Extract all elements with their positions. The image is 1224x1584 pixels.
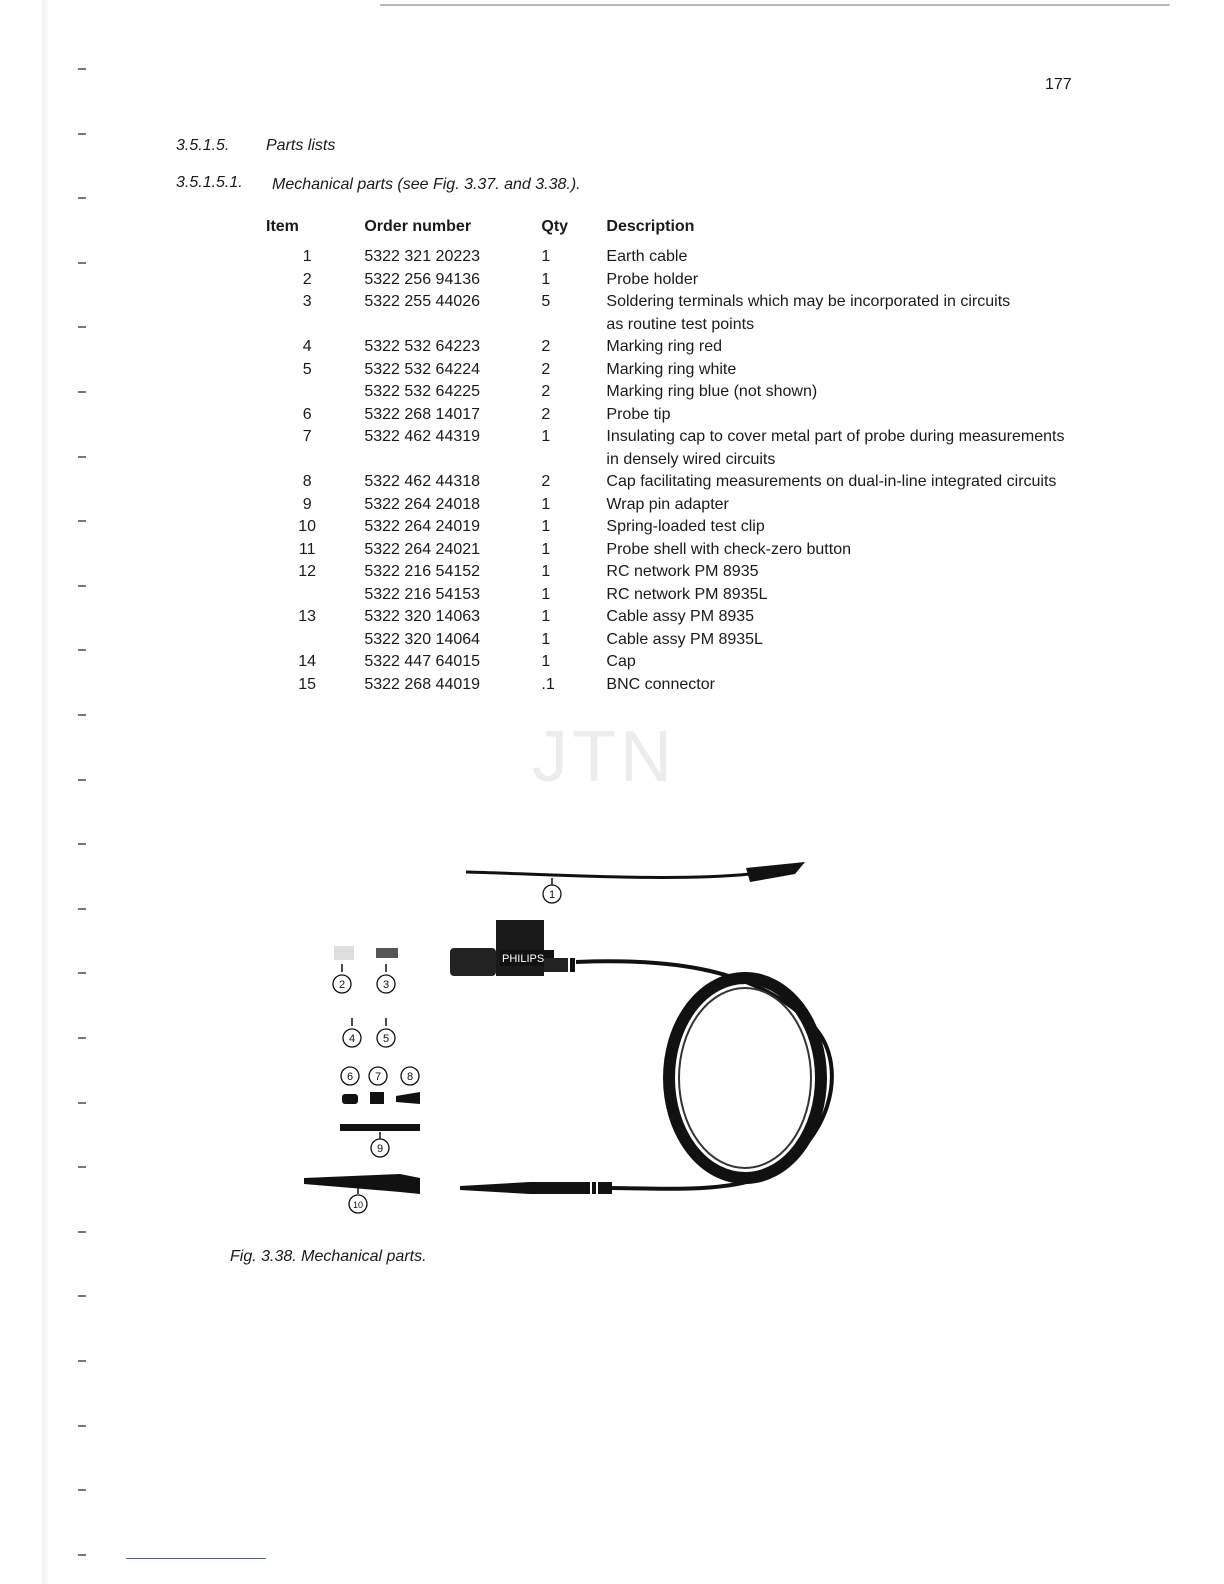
binding-mark <box>78 68 86 70</box>
cell-qty: 1 <box>541 608 551 625</box>
cell-description <box>606 404 1130 427</box>
cell-order-number: 5322 264 24018 <box>364 495 481 513</box>
cell-description <box>606 561 1130 584</box>
cell-order-number: 5322 532 64224 <box>364 360 481 378</box>
footnote-rule <box>126 1558 266 1559</box>
table-row <box>250 359 1130 382</box>
binding-mark <box>78 1037 86 1039</box>
table-row <box>250 291 1130 336</box>
binding-mark <box>78 1554 86 1556</box>
cell-item: 8 <box>302 473 312 490</box>
section-title: Parts lists <box>266 137 336 154</box>
cell-item <box>250 629 364 652</box>
binding-mark <box>78 520 86 522</box>
description-line-2: as routine test points <box>606 315 755 333</box>
binding-mark <box>78 779 86 781</box>
table-row <box>250 246 1130 269</box>
cell-item: 11 <box>298 540 316 558</box>
binding-mark <box>78 1231 86 1233</box>
cell-order-number: 5322 264 24019 <box>364 518 481 535</box>
cell-qty: 1 <box>541 630 551 648</box>
description-line: Insulating cap to cover metal part of probe during measurements <box>606 428 1065 445</box>
mechanical-parts-figure <box>290 848 850 1218</box>
cell-description <box>606 336 1130 359</box>
section-number: 3.5.1.5. <box>176 137 230 154</box>
description-line-2: in densely wired circuits <box>606 450 776 468</box>
description-line: Spring-loaded test clip <box>606 518 765 535</box>
cell-description <box>606 516 1130 539</box>
table-row <box>250 426 1130 471</box>
table-row <box>250 561 1130 584</box>
cell-order-number: 5322 320 14063 <box>364 608 481 625</box>
binding-mark <box>78 843 86 845</box>
description-line: Cable assy PM 8935L <box>606 630 763 648</box>
binding-mark <box>78 326 86 328</box>
cell-description <box>606 381 1130 404</box>
binding-mark <box>78 714 86 716</box>
cell-description <box>606 246 1130 269</box>
cell-qty: 1 <box>541 248 551 265</box>
table-row <box>250 651 1130 674</box>
cell-item: 2 <box>302 270 312 288</box>
binding-mark <box>78 908 86 910</box>
binding-mark <box>78 456 86 458</box>
cell-order-number: 5322 255 44026 <box>364 293 481 310</box>
cell-description <box>606 651 1130 674</box>
binding-mark <box>78 1360 86 1362</box>
cell-item: 5 <box>302 360 312 378</box>
description-line: Marking ring white <box>606 360 737 378</box>
soldering-terminals <box>376 948 398 958</box>
callout-label: 3 <box>382 979 390 991</box>
binding-mark <box>78 262 86 264</box>
table-row <box>250 584 1130 607</box>
cell-qty: 1 <box>541 653 551 670</box>
callout-label: 7 <box>374 1071 382 1083</box>
cell-qty: 1 <box>541 270 551 288</box>
description-line: Marking ring blue (not shown) <box>606 383 818 400</box>
table-row <box>250 381 1130 404</box>
bnc-connector <box>450 948 496 976</box>
description-line: Cap <box>606 653 636 670</box>
callout-label: 1 <box>548 889 556 901</box>
insulating-cap <box>370 1092 384 1104</box>
cell-qty: .1 <box>541 675 555 693</box>
probe-tip <box>342 1094 358 1104</box>
description-line: Probe holder <box>606 270 699 288</box>
cell-item: 4 <box>302 338 312 355</box>
description-line: Earth cable <box>606 248 688 265</box>
binding-mark <box>78 1295 86 1297</box>
callout-label: 2 <box>338 979 346 991</box>
callout-label: 5 <box>382 1033 390 1045</box>
binding-mark <box>78 1425 86 1427</box>
cell-order-number: 5322 216 54153 <box>364 585 481 603</box>
cell-order-number: 5322 462 44318 <box>364 473 481 490</box>
binding-mark <box>78 133 86 135</box>
cell-order-number: 5322 216 54152 <box>364 563 481 580</box>
page-number: 177 <box>1045 76 1072 93</box>
rc-network <box>496 920 544 976</box>
cell-item: 6 <box>302 405 312 423</box>
cell-item: 9 <box>302 495 312 513</box>
table-row <box>250 629 1130 652</box>
cell-description <box>606 269 1130 292</box>
binding-mark <box>78 585 86 587</box>
cell-qty: 2 <box>541 338 551 355</box>
cell-order-number: 5322 462 44319 <box>364 428 481 445</box>
table-header-row <box>250 218 1130 246</box>
cell-order-number: 5322 320 14064 <box>364 630 481 648</box>
parts-body <box>250 246 1130 696</box>
table-row <box>250 539 1130 562</box>
description-line: RC network PM 8935 <box>606 563 759 580</box>
cell-qty: 1 <box>541 540 551 558</box>
binding-mark <box>78 391 86 393</box>
description-line: BNC connector <box>606 675 715 693</box>
cell-order-number: 5322 256 94136 <box>364 270 481 288</box>
cell-item: 13 <box>298 608 317 625</box>
description-line: Soldering terminals which may be incorporated in circuits <box>606 293 1011 310</box>
earth-clip <box>746 862 805 882</box>
description-line: Wrap pin adapter <box>606 495 729 513</box>
cell-order-number: 5322 532 64225 <box>364 383 481 400</box>
cell-order-number: 5322 532 64223 <box>364 338 481 355</box>
cell-qty: 1 <box>541 563 551 580</box>
callout-label: 10 <box>352 1200 364 1210</box>
cell-item: 3 <box>302 293 312 310</box>
cell-item: 15 <box>298 675 317 693</box>
spring-loaded-test-clip <box>304 1174 420 1194</box>
cell-qty: 1 <box>541 518 551 535</box>
cell-description <box>606 539 1130 562</box>
cell-description <box>606 494 1130 517</box>
callout-label: 9 <box>376 1143 384 1155</box>
cell-item: 12 <box>298 563 317 580</box>
callout-label: 8 <box>406 1071 414 1083</box>
description-line: Probe tip <box>606 405 671 423</box>
cell-description <box>606 291 1130 336</box>
cell-order-number: 5322 268 44019 <box>364 675 481 693</box>
cell-item: 1 <box>302 248 312 265</box>
description-line: Cable assy PM 8935 <box>606 608 755 625</box>
probe-shell <box>460 1182 590 1194</box>
cell-order-number: 5322 321 20223 <box>364 248 481 265</box>
table-row <box>250 471 1130 494</box>
cell-order-number: 5322 447 64015 <box>364 653 481 670</box>
parts-table <box>250 218 1130 696</box>
binding-mark <box>78 1166 86 1168</box>
cell-item <box>250 381 364 404</box>
binding-mark <box>78 197 86 199</box>
cell-description <box>606 584 1130 607</box>
description-line: Marking ring red <box>606 338 723 355</box>
earth-cable <box>466 872 750 877</box>
table-row <box>250 494 1130 517</box>
wrap-pin-adapter <box>340 1124 420 1131</box>
header-order-number: Order number <box>364 218 472 235</box>
cell-qty: 2 <box>541 360 551 378</box>
cell-description <box>606 426 1130 471</box>
description-line: Cap facilitating measurements on dual-in-line integrated circuits <box>606 473 1057 490</box>
table-row <box>250 404 1130 427</box>
cell-description <box>606 606 1130 629</box>
cell-qty: 1 <box>541 428 551 445</box>
cell-order-number: 5322 268 14017 <box>364 405 481 423</box>
binding-mark <box>78 972 86 974</box>
cell-qty: 1 <box>541 495 551 513</box>
cell-item <box>250 584 364 607</box>
description-line: RC network PM 8935L <box>606 585 768 603</box>
cell-qty: 1 <box>541 585 551 603</box>
cell-description <box>606 629 1130 652</box>
table-row <box>250 336 1130 359</box>
figure-caption: Fig. 3.38. Mechanical parts. <box>230 1248 427 1265</box>
cell-qty: 2 <box>541 405 551 423</box>
description-line: Probe shell with check-zero button <box>606 540 851 558</box>
cell-item: 14 <box>298 653 317 670</box>
binding-mark <box>78 1489 86 1491</box>
subsection-title: Mechanical parts (see Fig. 3.37. and 3.38.). <box>272 176 581 193</box>
table-row <box>250 606 1130 629</box>
cell-item: 10 <box>298 518 317 535</box>
top-rule <box>380 4 1170 6</box>
table-row <box>250 516 1130 539</box>
cell-description <box>606 359 1130 382</box>
table-row <box>250 674 1130 697</box>
dil-cap <box>396 1092 420 1104</box>
header-qty: Qty <box>541 218 569 235</box>
watermark: JTN <box>532 717 676 797</box>
cell-order-number: 5322 264 24021 <box>364 540 481 558</box>
header-description: Description <box>606 218 695 235</box>
cell-qty: 2 <box>541 383 551 400</box>
cell-item: 7 <box>302 428 312 445</box>
probe-holder <box>334 946 354 960</box>
header-item: Item <box>266 218 299 235</box>
table-row <box>250 269 1130 292</box>
callout-label: 4 <box>348 1033 356 1045</box>
cell-qty: 5 <box>541 293 551 310</box>
cell-description <box>606 674 1130 697</box>
cell-qty: 2 <box>541 473 551 490</box>
binding-strip <box>42 0 48 1584</box>
cell-description <box>606 471 1130 494</box>
subsection-number: 3.5.1.5.1. <box>176 174 243 191</box>
binding-mark <box>78 1102 86 1104</box>
brand-label: PHILIPS <box>502 953 545 965</box>
binding-mark <box>78 649 86 651</box>
callout-label: 6 <box>346 1071 354 1083</box>
